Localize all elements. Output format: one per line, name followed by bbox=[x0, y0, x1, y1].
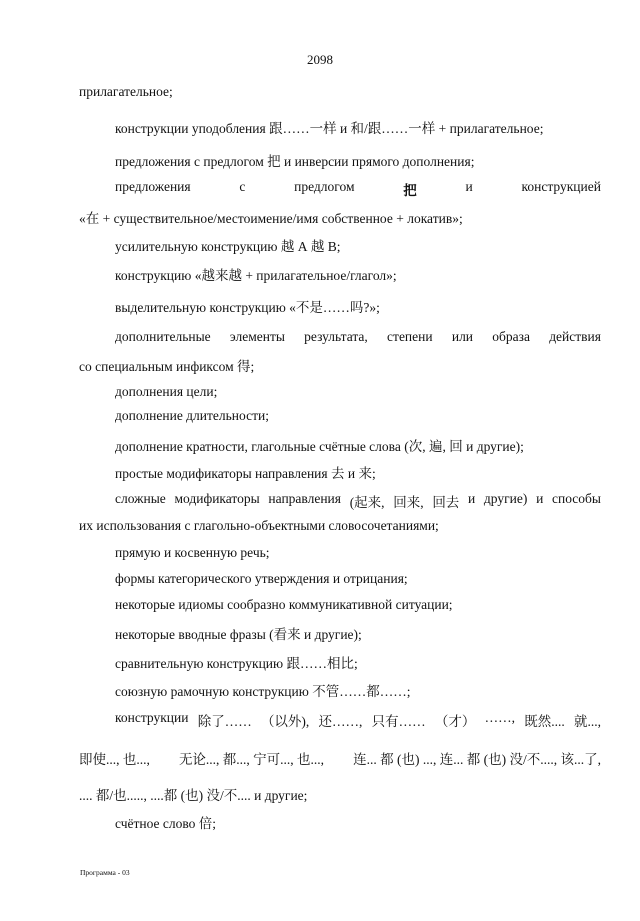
word: 就..., bbox=[573, 714, 601, 729]
text-line: прямую и косвенную речь; bbox=[115, 545, 270, 560]
text-line: конструкцию «越来越 + прилагательное/глагол»; bbox=[115, 268, 397, 283]
text-line: конструкции уподобления 跟……一样 и 和/跟……一样 + прилагательное; bbox=[115, 121, 544, 136]
word: с bbox=[239, 179, 246, 194]
text-line: выделительную конструкцию «不是……吗?»; bbox=[115, 300, 380, 315]
word: 回去 bbox=[432, 495, 460, 510]
text-line: сравнительную конструкцию 跟……相比; bbox=[115, 656, 358, 671]
phrase: 即使..., 也..., bbox=[79, 752, 150, 767]
word: дополнительные bbox=[115, 329, 211, 344]
word: 把 bbox=[403, 183, 417, 198]
justified-line bbox=[115, 710, 601, 730]
text-line: предложения с предлогом 把 и инверсии прямого дополнения; bbox=[115, 154, 475, 169]
word: (起来, bbox=[349, 495, 385, 510]
footer-label: Программа - 03 bbox=[80, 868, 130, 877]
justified-line bbox=[115, 329, 601, 345]
phrase: 无论..., 都..., 宁可..., 也..., bbox=[178, 752, 325, 767]
text-line: союзную рамочную конструкцию 不管……都……; bbox=[115, 684, 411, 699]
phrase: 连... 都 (也) ..., 连... 都 (也) 没/不...., 该...了, bbox=[353, 752, 601, 767]
word: ……, bbox=[484, 710, 515, 725]
word: действия bbox=[549, 329, 601, 344]
text-line: прилагательное; bbox=[79, 84, 173, 99]
text-line: их использования с глагольно-объектными словосочетаниями; bbox=[79, 518, 439, 533]
text-line: «在 + существительное/местоимение/имя собственное + локатив»; bbox=[79, 211, 463, 226]
text-line: усилительную конструкцию 越 А 越 В; bbox=[115, 239, 341, 254]
word: 除了…… bbox=[197, 714, 252, 729]
text-line: .... 都/也....., ....都 (也) 没/不.... и другие; bbox=[79, 788, 308, 803]
word: предложения bbox=[115, 179, 191, 194]
word: предлогом bbox=[294, 179, 355, 194]
word: конструкцией bbox=[521, 179, 601, 194]
word: или bbox=[451, 329, 474, 344]
word: （才） bbox=[434, 714, 476, 729]
word: направления bbox=[268, 491, 341, 506]
page-number: 2098 bbox=[307, 52, 333, 67]
word: конструкции bbox=[115, 710, 189, 725]
word: 只有…… bbox=[371, 714, 426, 729]
justified-line bbox=[115, 179, 601, 199]
word: сложные bbox=[115, 491, 166, 506]
word: результата, bbox=[304, 329, 368, 344]
text-line: формы категорического утверждения и отрицания; bbox=[115, 571, 408, 586]
word: элементы bbox=[229, 329, 285, 344]
word: и bbox=[468, 491, 476, 506]
word: 还……, bbox=[318, 714, 363, 729]
text-line: счётное слово 倍; bbox=[115, 816, 217, 831]
text-line: со специальным инфиксом 得; bbox=[79, 359, 255, 374]
word: （以外), bbox=[260, 714, 310, 729]
text-line: дополнение длительности; bbox=[115, 408, 269, 423]
word: другие) bbox=[483, 491, 528, 506]
word: способы bbox=[551, 491, 601, 506]
word: и bbox=[465, 179, 473, 194]
text-line: некоторые вводные фразы (看来 и другие); bbox=[115, 627, 362, 642]
word: и bbox=[536, 491, 544, 506]
justified-line bbox=[79, 748, 601, 768]
text-line: простые модификаторы направления 去 и 来; bbox=[115, 466, 376, 481]
word: образа bbox=[492, 329, 530, 344]
text-line: дополнение кратности, глагольные счётные слова (次, 遍, 回 и другие); bbox=[115, 439, 524, 454]
justified-line bbox=[115, 491, 601, 511]
word: 回来, bbox=[393, 495, 424, 510]
word: модификаторы bbox=[174, 491, 260, 506]
word: 既然.... bbox=[524, 714, 565, 729]
word: степени bbox=[387, 329, 433, 344]
text-line: дополнения цели; bbox=[115, 384, 218, 399]
text-line: некоторые идиомы сообразно коммуникативной ситуации; bbox=[115, 597, 453, 612]
